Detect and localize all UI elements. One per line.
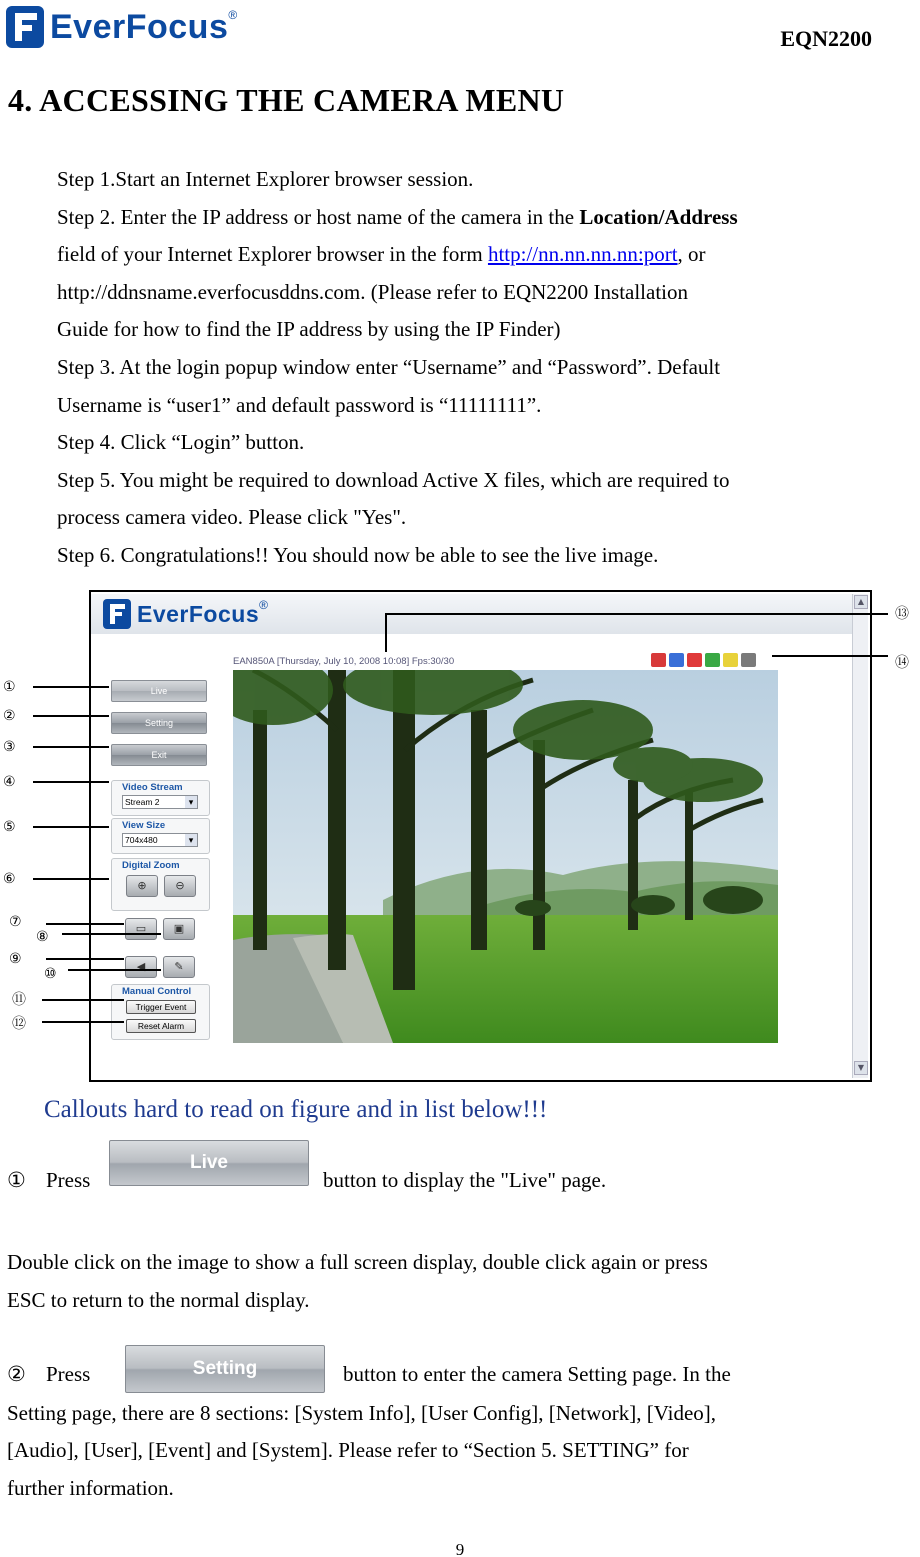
status-icons — [651, 653, 756, 667]
model-name: EQN2200 — [780, 26, 872, 51]
step-2-line-3: http://ddnsname.everfocusddns.com. (Please refer to EQN2200 Installation — [57, 279, 689, 304]
callout-7: ⑦ — [9, 914, 22, 930]
view-size-label: View Size — [122, 820, 166, 831]
callout-5: ⑤ — [3, 819, 16, 835]
figure-logo-registered-mark: ® — [259, 598, 268, 612]
reset-alarm-button[interactable]: Reset Alarm — [126, 1019, 196, 1033]
item-2-line-4: further information. — [7, 1476, 174, 1500]
callout-8: ⑧ — [36, 929, 49, 945]
step-5: Step 5. You might be required to download Active X files, which are required to — [57, 467, 730, 492]
park-scene-image — [233, 670, 778, 1043]
video-stream-label: Video Stream — [122, 782, 183, 793]
camera-status-text: EAN850A [Thursday, July 10, 2008 10:08] Fps:30/30 — [233, 656, 455, 667]
event-status-icon — [723, 653, 738, 667]
snapshot-icon[interactable]: ▣ — [163, 918, 195, 940]
paragraph-1-line-2: ESC to return to the normal display. — [7, 1288, 310, 1312]
step-2-line-2-text: field of your Internet Explorer browser in the form — [57, 242, 488, 267]
trigger-event-button[interactable]: Trigger Event — [126, 1000, 196, 1014]
section-title: 4. ACCESSING THE CAMERA MENU — [8, 82, 565, 118]
step-5-line-2: process camera video. Please click "Yes". — [57, 505, 407, 530]
logo-text: EverFocus — [50, 7, 229, 46]
step-3: Step 3. At the login popup window enter “Username” and “Password”. Default — [57, 354, 721, 379]
step-4: Step 4. Click “Login” button. — [57, 430, 305, 455]
record-icon[interactable]: ▭ — [125, 918, 157, 940]
step-2-line-4: Guide for how to find the IP address by using the IP Finder) — [57, 317, 561, 342]
step-1: Step 1.Start an Internet Explorer browser session. — [57, 167, 474, 191]
url-link[interactable]: http://nn.nn.nn.nn:port — [487, 242, 678, 267]
step-2-line-2 — [57, 236, 897, 274]
item-2-press: Press — [46, 1362, 91, 1386]
location-address-bold: Location/Address — [579, 204, 738, 229]
digital-zoom-panel — [111, 858, 210, 911]
step-2-line-2-post: , or — [677, 242, 706, 267]
scroll-down-icon[interactable]: ▼ — [854, 1061, 868, 1075]
callout-4: ④ — [3, 774, 16, 790]
callouts-note: Callouts hard to read on figure and in list below!!! — [44, 1096, 548, 1123]
callout-3: ③ — [3, 739, 16, 755]
view-size-panel — [111, 818, 210, 854]
speaker-icon[interactable]: ◀ — [125, 956, 157, 978]
alarm-status-icon — [651, 653, 666, 667]
item-2-line-2: Setting page, there are 8 sections: [System Info], [User Config], [Network], [Video], — [7, 1401, 717, 1425]
manual-control-panel — [111, 984, 210, 1040]
item-1-number: ① — [7, 1168, 26, 1192]
step-3-line-2: Username is “user1” and default password is “11111111”. — [57, 392, 542, 417]
video-stream-select[interactable]: Stream 2 ▾ — [122, 795, 198, 809]
camera-ui-figure — [89, 590, 872, 1082]
logo-registered-mark: ® — [228, 8, 238, 22]
everfocus-logo — [6, 4, 256, 50]
motion-alert-icon — [687, 653, 702, 667]
setting-button[interactable]: Setting — [111, 712, 207, 734]
item-2-text: button to enter the camera Setting page. In the — [343, 1362, 731, 1386]
callout-13: ⑬ — [895, 606, 909, 622]
manual-control-label: Manual Control — [122, 986, 192, 997]
zoom-out-icon[interactable]: ⊖ — [164, 875, 196, 897]
callout-11: ⑪ — [12, 992, 26, 1008]
microphone-icon[interactable]: ✎ — [163, 956, 195, 978]
step-6: Step 6. Congratulations!! You should now be able to see the live image. — [57, 542, 659, 567]
callout-2: ② — [3, 708, 16, 724]
callout-14: ⑭ — [895, 655, 909, 671]
network-status-icon — [741, 653, 756, 667]
digital-zoom-label: Digital Zoom — [122, 860, 180, 871]
live-button[interactable]: Live — [111, 680, 207, 702]
callout-6: ⑥ — [3, 871, 16, 887]
callout-10: ⑩ — [44, 966, 57, 982]
motion-status-icon — [669, 653, 684, 667]
view-size-select[interactable]: 704x480 ▾ — [122, 833, 198, 847]
zoom-in-icon[interactable]: ⊕ — [126, 875, 158, 897]
live-camera-image[interactable] — [233, 670, 778, 1043]
setting-button-image: Setting — [125, 1345, 325, 1393]
live-button-image: Live — [109, 1140, 309, 1186]
callout-9: ⑨ — [9, 951, 22, 967]
item-2-number: ② — [7, 1362, 26, 1386]
video-stream-panel — [111, 780, 210, 816]
logo-mark-icon — [6, 6, 44, 48]
figure-logo-text: EverFocus — [137, 600, 260, 627]
callout-12: ⑫ — [12, 1016, 26, 1032]
figure-logo-mark-icon — [103, 599, 131, 629]
item-2-line-3: [Audio], [User], [Event] and [System]. Please refer to “Section 5. SETTING” for — [7, 1438, 689, 1462]
figure-logo-bar — [91, 594, 855, 634]
step-2-text: Step 2. Enter the IP address or host name of the camera in the — [57, 204, 580, 229]
motion-ok-icon — [705, 653, 720, 667]
step-2 — [57, 199, 897, 237]
paragraph-1-line-1: Double click on the image to show a full screen display, double click again or press — [7, 1250, 708, 1274]
figure-scrollbar[interactable] — [852, 594, 868, 1078]
steps-list — [57, 161, 897, 575]
page-number: 9 — [455, 1540, 465, 1557]
callout-1: ① — [3, 679, 16, 695]
item-1-text: button to display the "Live" page. — [323, 1168, 607, 1192]
scroll-up-icon[interactable]: ▲ — [854, 595, 868, 609]
item-1-press: Press — [46, 1168, 91, 1192]
exit-button[interactable]: Exit — [111, 744, 207, 766]
